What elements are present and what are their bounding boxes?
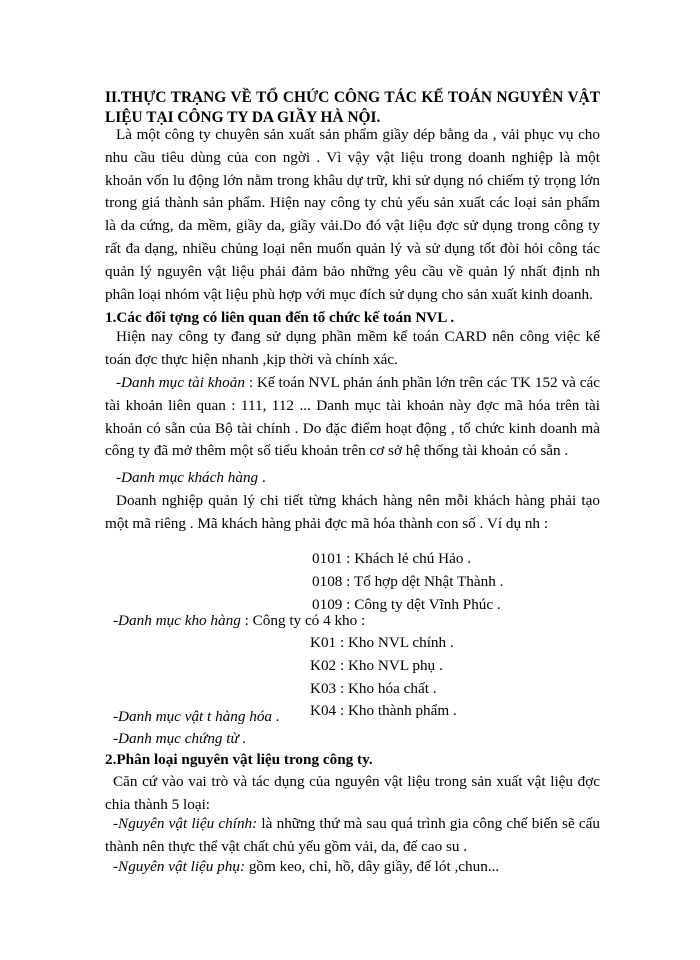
aux-materials-paragraph: [105, 856, 600, 879]
aux-materials-label: -Nguyên vật liệu phụ:: [113, 858, 246, 875]
accounts-paragraph: [105, 372, 600, 463]
section1-heading: 1.Các đối tợng có liên quan đến tổ chức kế toán NVL .: [105, 309, 455, 326]
aux-materials-text: gồm keo, chỉ, hồ, dây giầy, đế lót ,chun...: [245, 858, 500, 875]
warehouse-text: : Công ty có 4 kho :: [244, 612, 366, 629]
accounts-label: -Danh mục tài khoản: [116, 374, 245, 391]
list-item: K01 : Kho NVL chính .: [310, 634, 454, 651]
vouchers-catalog-label: -Danh mục chứng từ .: [113, 730, 247, 747]
intro-paragraph: Là một công ty chuyên sản xuất sản phẩm giầy dép bằng da , vải phục vụ cho nhu cầu tiêu dùng của con ngời . Vì vậy vật liệu trong doanh nghiệp là một khoản vốn lu động lớn nằm trong khâu dự trữ, khi sử dụng nó chiếm tỷ trọng lớn trong giá thành sản phẩm. Hiện nay công ty chủ yếu sản xuất các loại sản phẩm là da cứng, da mềm, giầy da, giầy vải.Do đó vật liệu đợc sử dụng trong công ty rất đa dạng, nhiều chủng loại nên muốn quản lý và sử dụng tốt đòi hỏi công tác quản lý nguyên vật liệu phải đảm bảo những yêu cầu về quản lý nhất định nh phân loại nhóm vật liệu phù hợp với mục đích sử dụng cho sản xuất kinh doanh.: [105, 126, 600, 303]
section2-heading: 2.Phân loại nguyên vật liệu trong công ty.: [105, 751, 373, 768]
customers-paragraph: Doanh nghiệp quản lý chi tiết từng khách hàng nên mỗi khách hàng phải tạo một mã riêng . Mã khách hàng phải đợc mã hóa thành con số . Ví dụ nh :: [105, 492, 600, 532]
warehouse-label: -Danh mục kho hàng: [113, 612, 241, 629]
warehouse-heading: [105, 610, 600, 633]
list-item: K03 : Kho hóa chất .: [310, 679, 437, 697]
main-materials-text: là những thứ mà sau quá trình gia công chế biến sẽ cấu thành nên thực thể vật chất chủ yếu gồm vải, da, đế cao su .: [105, 815, 600, 855]
customers-heading: [105, 467, 600, 490]
list-item: 0108 : Tổ hợp dệt Nhật Thành .: [312, 572, 504, 590]
list-item: K02 : Kho NVL phụ .: [310, 656, 443, 674]
section1-paragraph: Hiện nay công ty đang sử dụng phần mềm kế toán CARD nên công việc kế toán đợc thực hiện nhanh ,kịp thời và chính xác.: [105, 328, 600, 368]
section-title: II.THỰC TRẠNG VỀ TỔ CHỨC CÔNG TÁC KẾ TOÁN NGUYÊN VẬT LIỆU TẠI CÔNG TY DA GIẦY HÀ NỘI.: [105, 89, 600, 126]
main-materials-label: -Nguyên vật liệu chính:: [113, 815, 258, 832]
customers-label: -Danh mục khách hàng: [116, 469, 259, 486]
accounts-text: : Kế toán NVL phản ánh phần lớn trên các TK 152 và các tài khoản liên quan : 111, 112 ... Danh mục tài khoản này đợc mã hóa trên tài khoản có sẵn của Bộ tài chính . Do đặc điểm hoạt động , tổ chức kinh doanh mà công ty đã mở thêm một số tiểu khoản trên cơ sở hệ thống tài khoản có sẵn .: [105, 374, 601, 460]
customers-suffix: .: [258, 469, 266, 486]
goods-catalog-label: -Danh mục vật t hàng hóa .: [113, 708, 280, 725]
list-item: K04 : Kho thành phẩm .: [310, 702, 457, 720]
main-materials-paragraph: [105, 813, 600, 859]
list-item: 0109 : Công ty dệt Vĩnh Phúc .: [312, 595, 501, 613]
section2-paragraph: Căn cứ vào vai trò và tác dụng của nguyên vật liệu trong sản xuất vật liệu đợc chia thành 5 loại:: [105, 773, 600, 813]
customer-list: [312, 548, 503, 616]
list-item: 0101 : Khách lẻ chú Hảo .: [312, 550, 472, 567]
